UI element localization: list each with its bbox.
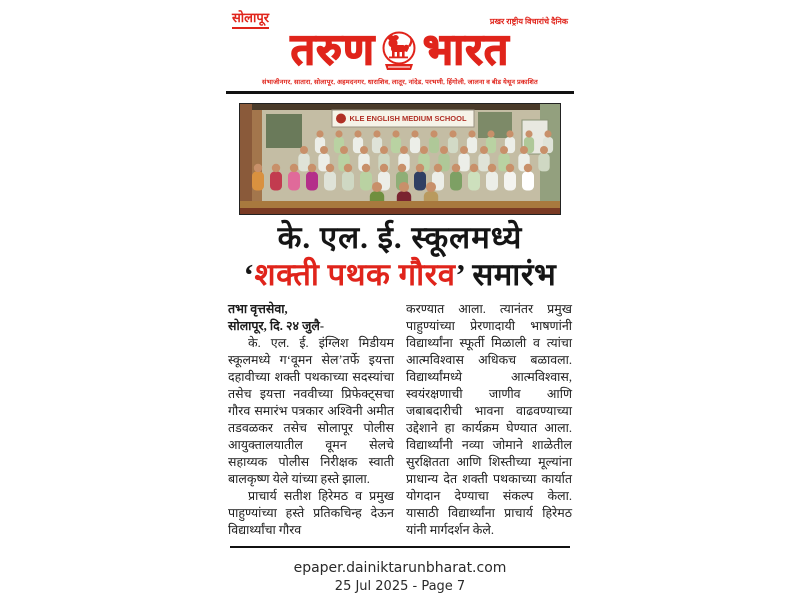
edition-label: सोलापूर bbox=[232, 8, 269, 29]
headline-line1: के. एल. ई. स्कूलमध्ये bbox=[277, 220, 523, 255]
article-column-left bbox=[228, 301, 394, 539]
headline-tail: समारंभ bbox=[465, 257, 557, 293]
masthead-divider-rule bbox=[226, 91, 574, 94]
dateline-credit: तभा वृत्तसेवा, bbox=[228, 302, 288, 317]
epaper-footer bbox=[226, 560, 574, 594]
article-end-rule bbox=[230, 546, 570, 548]
group-photo-illustration bbox=[240, 104, 560, 214]
dateline-place-date: सोलापूर, दि. २४ जुलै- bbox=[228, 319, 325, 334]
headline-close-quote: ’ bbox=[455, 257, 466, 293]
newspaper-clipping-page bbox=[226, 0, 574, 594]
epaper-url: epaper.dainiktarunbharat.com bbox=[293, 560, 507, 577]
masthead-title-row bbox=[226, 27, 574, 75]
masthead-title-right: भारत bbox=[422, 27, 510, 75]
epaper-date-page: 25 Jul 2025 - Page 7 bbox=[334, 579, 466, 595]
article-photo bbox=[239, 103, 561, 215]
masthead-top-row bbox=[226, 8, 574, 29]
headline-line2 bbox=[226, 256, 574, 293]
masthead bbox=[226, 8, 574, 94]
article-headline bbox=[226, 219, 574, 293]
lion-logo-icon bbox=[379, 31, 419, 75]
photo-banner-text: KLE ENGLISH MEDIUM SCHOOL bbox=[349, 114, 467, 123]
headline-open-quote: ‘ bbox=[243, 257, 255, 293]
headline-red-phrase: शक्ती पथक गौरव bbox=[254, 257, 456, 293]
masthead-tagline: प्रखर राष्ट्रीय विचारांचे दैनिक bbox=[489, 17, 568, 26]
article-body bbox=[226, 301, 574, 539]
right-column-paragraph: करण्यात आला. त्यानंतर प्रमुख पाहुण्यांच्या प्रेरणादायी भाषणांनी विद्यार्थ्यांना स्फूर्ती मिळाली व त्यांचा आत्मविश्वास अधिकच बळावला. विद्यार्थ्यांमध्ये आत्मविश्वास, स्वयंरक्षणाची जाणीव आणि जबाबदारीची भावना वाढवण्याच्या उद्देशाने हा कार्यक्रम घेण्यात आला. विद्यार्थ्यांनी नव्या जोमाने शाळेतील सुरक्षितता आणि शिस्तीच्या मूल्यांना प्राधान्य देत शक्ती पथकाच्या कार्यात योगदान देण्याचा संकल्प केला. यासाठी विद्यार्थ्यांना प्राचार्य हिरेमठ यांनी मार्गदर्शन केले. bbox=[406, 302, 572, 538]
article-column-right bbox=[406, 301, 572, 539]
masthead-title-left: तरुण bbox=[290, 27, 375, 75]
publication-cities-line: संभाजीनगर, सातारा, सोलापूर, अहमदनगर, धाराशिव, लातूर, नांदेड, परभणी, हिंगोली, जालना व बीड येथून प्रकाशित bbox=[262, 79, 538, 86]
left-column-paragraph-1: के. एल. ई. इंग्लिश मिडीयम स्कूलमध्ये ग‘वूमन सेल’तर्फे इयत्ता दहावीच्या शक्ती पथकाच्या सदस्यांचा तसेच इयत्ता नववीच्या प्रिफेक्ट्सचा गौरव समारंभ पत्रकार अश्विनी अमीत तडवळकर तसेच सोलापूर पोलीस आयुक्तालयातील वूमन सेलचे सहाय्यक पोलीस निरीक्षक स्वाती बालकृष्ण येले यांच्या हस्ते झाला. bbox=[228, 336, 394, 487]
left-column-paragraph-2: प्राचार्य सतीश हिरेमठ व प्रमुख पाहुण्यांच्या हस्ते प्रतिकचिन्ह देऊन विद्यार्थ्यांचा गौरव bbox=[228, 489, 394, 538]
